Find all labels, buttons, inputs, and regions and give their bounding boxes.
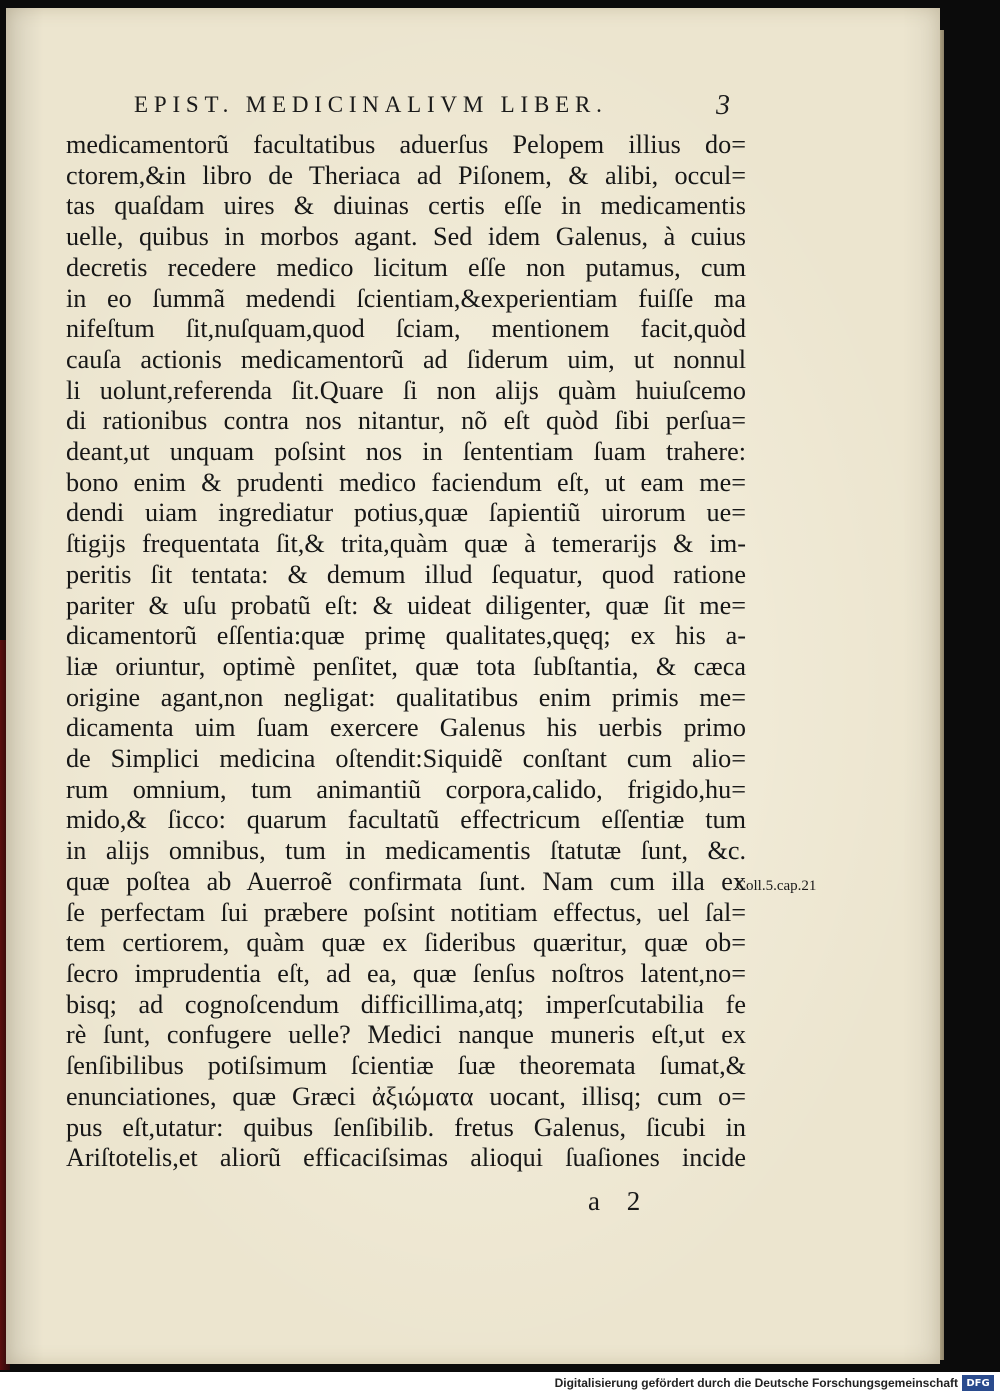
text-line: bisq; ad cognoſcendum difficillima,atq; imperſcutabilia fe (66, 989, 746, 1019)
body-text (66, 130, 746, 1174)
text-line: pariter & uſu probatũ eſt: & uideat diligenter, quæ ſit me= (66, 590, 746, 620)
text-line: ſecro imprudentia eſt, ad ea, quæ ſenſus noſtros latent,no= (66, 958, 746, 988)
text-line: ſe perfectam ſui præbere poſsint notitiam effectus, uel ſal= (66, 897, 746, 927)
footer-credit: Digitalisierung gefördert durch die Deutsche Forschungsgemeinschaft (554, 1376, 958, 1390)
text-line: rè ſunt, confugere uelle? Medici nanque muneris eſt,ut ex (66, 1020, 746, 1050)
text-line: ſtigijs frequentata ſit,& trita,quàm quæ à temerarijs & im- (66, 529, 746, 559)
text-line: uelle, quibus in morbos agant. Sed idem Galenus, à cuius (66, 222, 746, 252)
text-line: rum omnium, tum animantiũ corpora,calido, frigido,hu= (66, 774, 746, 804)
text-line: mido,& ſicco: quarum facultatũ effectricum eſſentiæ tum (66, 805, 746, 835)
text-line: pus eſt,utatur: quibus ſenſibilib. fretus Galenus, ſicubi in (66, 1112, 746, 1142)
text-line: nifeſtum ſit,nuſquam,quod ſciam, mentionem facit,quòd (66, 314, 746, 344)
text-line: di rationibus contra nos nitantur, nõ eſt quòd ſibi perſua= (66, 406, 746, 436)
text-line: dendi uiam ingrediatur potius,quæ ſapientiũ uirorum ue= (66, 498, 746, 528)
text-line: quæ poſtea ab Auerroẽ confirmata ſunt. Nam cum illa ex (66, 866, 746, 896)
text-line: in eo ſummã medendi ſcientiam,&experientiam fuiſſe ma (66, 283, 746, 313)
margin-note: Coll.5.cap.21 (736, 878, 817, 894)
text-line: decretis recedere medico licitum eſſe non putamus, cum (66, 252, 746, 282)
footer-bar (0, 1372, 1000, 1396)
text-line: in alijs omnibus, tum in medicamentis ſtatutæ ſunt, &c. (66, 836, 746, 866)
text-line: tem certiorem, quàm quæ ex ſideribus quæritur, quæ ob= (66, 928, 746, 958)
text-line: dicamentorũ eſſentia:quæ primę qualitates,quęq; ex his a- (66, 621, 746, 651)
text-line: liæ oriuntur, optimè penſitet, quæ tota ſubſtantia, & cæca (66, 651, 746, 681)
text-line: deant,ut unquam poſsint nos in ſententiam ſuam trahere: (66, 437, 746, 467)
text-line: enunciationes, quæ Græci ἀξιώματα uocant, illisq; cum o= (66, 1081, 746, 1111)
text-line: Ariſtotelis,et aliorũ efficaciſsimas alioqui ſuaſiones incide (66, 1143, 746, 1173)
text-line: dicamenta uim ſuam exercere Galenus his uerbis primo (66, 713, 746, 743)
signature-mark: a 2 (588, 1186, 651, 1216)
text-line: ctorem,&in libro de Theriaca ad Piſonem, & alibi, occul= (66, 160, 746, 190)
page-number: 3 (716, 90, 730, 121)
running-head: EPIST. MEDICINALIVM LIBER. (134, 92, 608, 117)
text-line: cauſa actionis medicamentorũ ad ſiderum uim, ut nonnul (66, 344, 746, 374)
text-line: origine agant,non negligat: qualitatibus enim primis me= (66, 682, 746, 712)
text-line: bono enim & prudenti medico faciendum eſt, ut eam me= (66, 467, 746, 497)
text-line: de Simplici medicina oſtendit:Siquidẽ conſtant cum alio= (66, 744, 746, 774)
text-line: peritis ſit tentata: & demum illud ſequatur, quod ratione (66, 559, 746, 589)
dfg-logo-icon: DFG (962, 1375, 994, 1391)
text-line: li uolunt,referenda ſit.Quare ſi non alijs quàm huiuſcemo (66, 375, 746, 405)
text-line: tas quaſdam uires & diuinas certis eſſe in medicamentis (66, 191, 746, 221)
text-line: medicamentorũ facultatibus aduerſus Pelopem illius do= (66, 130, 746, 159)
text-line: ſenſibilibus potiſsimum ſcientiæ ſuæ theoremata ſumat,& (66, 1051, 746, 1081)
